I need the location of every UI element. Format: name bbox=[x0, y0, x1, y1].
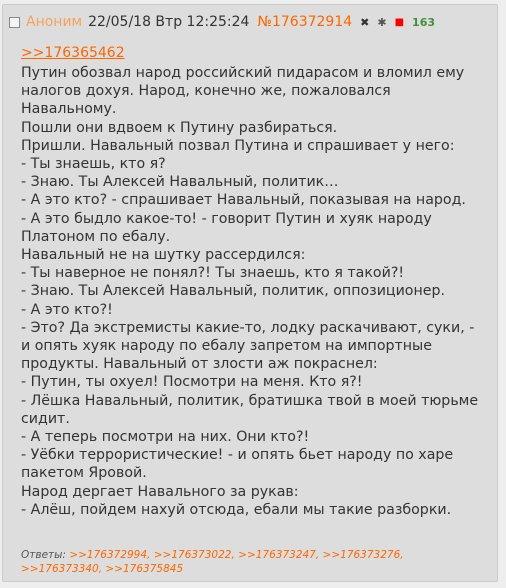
post-header bbox=[9, 11, 491, 33]
post-text-line: Навальному. bbox=[21, 101, 117, 118]
hide-icon[interactable]: ✖ bbox=[360, 15, 370, 29]
post-text-line: - Уёбки террористические! - и опять бьет народу по харе bbox=[21, 447, 454, 464]
post-text-line: - Знаю. Ты Алексей Навальный, политик, оппозиционер. bbox=[21, 283, 446, 300]
report-flag-icon[interactable]: ■ bbox=[394, 16, 405, 28]
post-text-line: Пошли они вдвоем к Путину разбираться. bbox=[21, 119, 338, 136]
post-body bbox=[21, 64, 491, 519]
post-text-line: - Путин, ты охуел! Посмотри на меня. Кто я?! bbox=[21, 374, 363, 391]
post-text-line: сидит. bbox=[21, 410, 70, 427]
post-text-line: - Знаю. Ты Алексей Навальный, политик… bbox=[21, 174, 339, 191]
select-checkbox[interactable] bbox=[9, 17, 20, 28]
reply-to-link[interactable]: >>176365462 bbox=[21, 45, 125, 61]
post-text-line: Платоном по ебалу. bbox=[21, 228, 171, 245]
post-count-badge: 163 bbox=[412, 15, 436, 29]
post-text-line: - Алёш, пойдем нахуй отсюда, ебали мы такие разборки. bbox=[21, 501, 452, 518]
reply-link[interactable]: >>176373276, bbox=[322, 549, 404, 561]
replies-section bbox=[21, 548, 461, 576]
reply-link[interactable]: >>176373340, bbox=[21, 563, 103, 575]
post-text-line: - А это кто?! bbox=[21, 301, 113, 318]
reply-link[interactable]: >>176375845 bbox=[105, 563, 184, 575]
author-name: Аноним bbox=[26, 14, 83, 30]
reply-link[interactable]: >>176373022, bbox=[153, 549, 235, 561]
star-icon[interactable]: ✱ bbox=[377, 15, 387, 29]
post-text-line: налогов дохуя. Народ, конечно же, пожаловался bbox=[21, 83, 391, 100]
post-text-line: - А это кто? - спрашивает Навальный, показывая на народ. bbox=[21, 192, 466, 209]
post-text-line: пакетом Яровой. bbox=[21, 465, 147, 482]
post-text-line: и опять хуяк народу по ебалу запретом на импортные bbox=[21, 338, 432, 355]
post-date: 22/05/18 Втр 12:25:24 bbox=[88, 14, 250, 30]
post-text-line: - Ты наверное не понял?! Ты знаешь, кто я такой?! bbox=[21, 265, 405, 282]
post-text-line: - Ты знаешь, кто я? bbox=[21, 156, 166, 173]
reply-link[interactable]: >>176372994, bbox=[69, 549, 151, 561]
post-number[interactable]: №176372914 bbox=[257, 14, 353, 30]
post-text-line: Пришли. Навальный позвал Путина и спрашивает у него: bbox=[21, 137, 455, 154]
post-text-line: - Лёшка Навальный, политик, братишка твой в моей тюрьме bbox=[21, 392, 479, 409]
reply-link[interactable]: >>176373247, bbox=[238, 549, 320, 561]
post-text-line: Народ дергает Навального за рукав: bbox=[21, 483, 299, 500]
post-text-line: - А теперь посмотри на них. Они кто?! bbox=[21, 429, 310, 446]
post-text-line: Навальный не на шутку рассердился: bbox=[21, 247, 306, 264]
post bbox=[2, 4, 498, 582]
replies-label: Ответы: bbox=[21, 549, 66, 561]
post-text-line: - Это? Да экстремисты какие-то, лодку раскачивают, суки, - bbox=[21, 319, 475, 336]
post-text-line: продукты. Навальный от злости аж покраснел: bbox=[21, 356, 378, 373]
post-text-line: Путин обозвал народ российский пидарасом и вломил ему bbox=[21, 65, 465, 81]
post-text-line: - А это быдло какое-то! - говорит Путин и хуяк народу bbox=[21, 210, 432, 227]
